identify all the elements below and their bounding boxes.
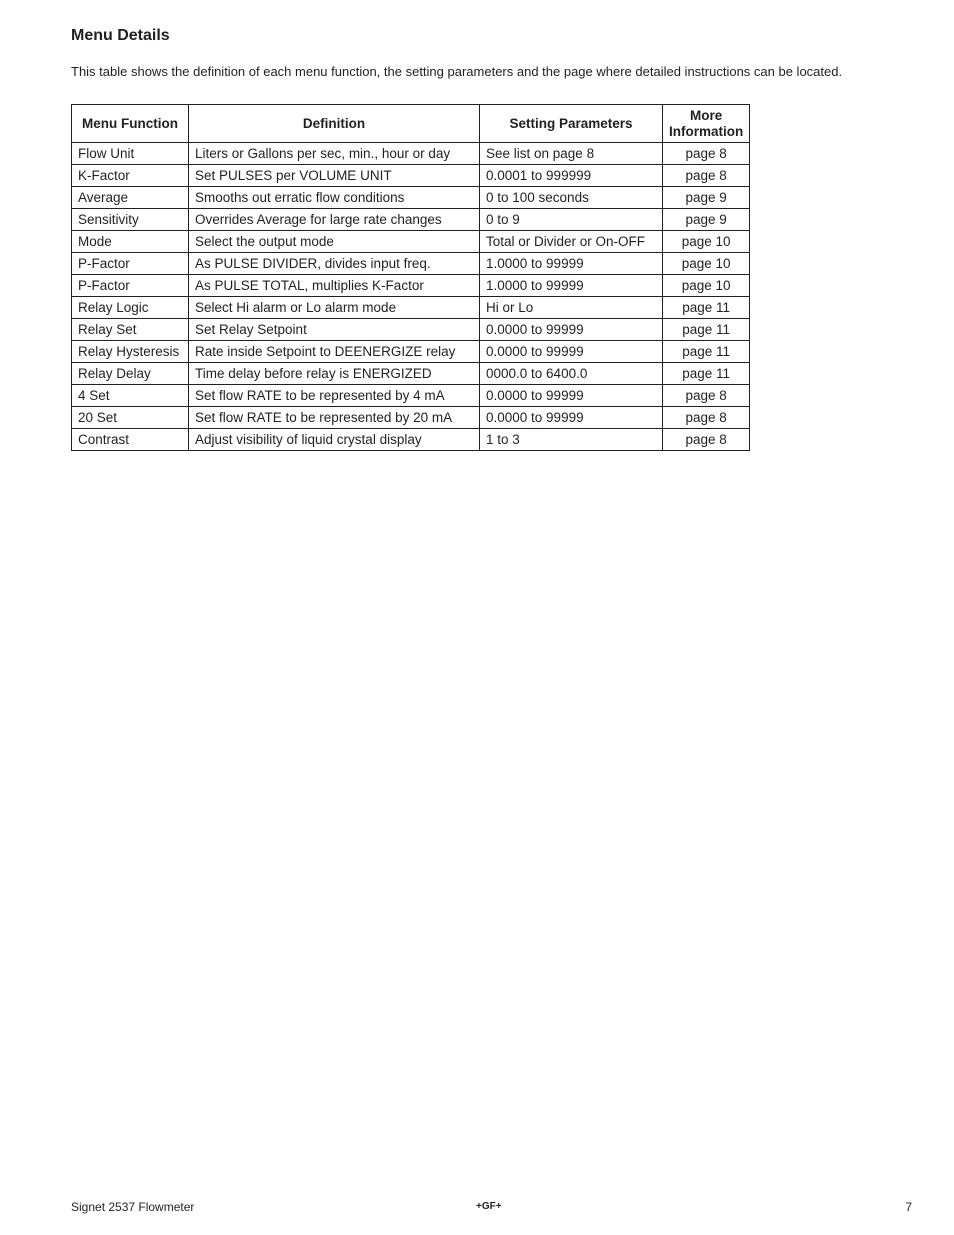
cell-setting-parameters: 0.0000 to 99999 xyxy=(480,385,663,407)
cell-more-information: page 8 xyxy=(663,429,750,451)
cell-more-information: page 10 xyxy=(663,275,750,297)
cell-more-information: page 11 xyxy=(663,363,750,385)
cell-more-information: page 8 xyxy=(663,165,750,187)
menu-details-table xyxy=(71,104,750,451)
cell-menu-function: Relay Hysteresis xyxy=(72,341,189,363)
cell-setting-parameters: 0.0001 to 999999 xyxy=(480,165,663,187)
cell-menu-function: P-Factor xyxy=(72,275,189,297)
cell-definition: Adjust visibility of liquid crystal display xyxy=(189,429,480,451)
cell-menu-function: Mode xyxy=(72,231,189,253)
cell-more-information: page 9 xyxy=(663,209,750,231)
cell-menu-function: 4 Set xyxy=(72,385,189,407)
cell-setting-parameters: 1.0000 to 99999 xyxy=(480,253,663,275)
table-row xyxy=(72,429,750,451)
header-more-information xyxy=(663,105,750,143)
cell-setting-parameters: 0 to 100 seconds xyxy=(480,187,663,209)
table-row xyxy=(72,363,750,385)
table-row xyxy=(72,187,750,209)
cell-menu-function: Relay Delay xyxy=(72,363,189,385)
cell-more-information: page 11 xyxy=(663,297,750,319)
table-row xyxy=(72,231,750,253)
cell-menu-function: Sensitivity xyxy=(72,209,189,231)
cell-more-information: page 10 xyxy=(663,253,750,275)
cell-menu-function: Contrast xyxy=(72,429,189,451)
cell-setting-parameters: See list on page 8 xyxy=(480,143,663,165)
cell-setting-parameters: Total or Divider or On-OFF xyxy=(480,231,663,253)
table-row xyxy=(72,407,750,429)
cell-definition: Set flow RATE to be represented by 20 mA xyxy=(189,407,480,429)
cell-setting-parameters: 1 to 3 xyxy=(480,429,663,451)
header-more-information-line2: Information xyxy=(669,123,744,139)
cell-menu-function: P-Factor xyxy=(72,253,189,275)
cell-definition: Set PULSES per VOLUME UNIT xyxy=(189,165,480,187)
header-setting-parameters: Setting Parameters xyxy=(480,105,663,143)
footer-product-name: Signet 2537 Flowmeter xyxy=(71,1200,195,1214)
cell-definition: As PULSE TOTAL, multiplies K-Factor xyxy=(189,275,480,297)
table-row xyxy=(72,385,750,407)
intro-paragraph: This table shows the definition of each menu function, the setting parameters and the page where detailed instructions can be located. xyxy=(71,64,843,79)
page-heading: Menu Details xyxy=(71,27,170,44)
cell-more-information: page 8 xyxy=(663,143,750,165)
cell-setting-parameters: 1.0000 to 99999 xyxy=(480,275,663,297)
table-row xyxy=(72,297,750,319)
cell-setting-parameters: 0 to 9 xyxy=(480,209,663,231)
table-body xyxy=(72,143,750,451)
cell-definition: Select the output mode xyxy=(189,231,480,253)
cell-more-information: page 11 xyxy=(663,319,750,341)
table-header-row xyxy=(72,105,750,143)
table-row xyxy=(72,341,750,363)
cell-menu-function: Flow Unit xyxy=(72,143,189,165)
cell-definition: Set Relay Setpoint xyxy=(189,319,480,341)
footer-page-number: 7 xyxy=(905,1200,912,1214)
header-definition: Definition xyxy=(189,105,480,143)
cell-definition: Select Hi alarm or Lo alarm mode xyxy=(189,297,480,319)
cell-definition: Smooths out erratic flow conditions xyxy=(189,187,480,209)
table-row xyxy=(72,275,750,297)
cell-setting-parameters: 0.0000 to 99999 xyxy=(480,319,663,341)
cell-definition: As PULSE DIVIDER, divides input freq. xyxy=(189,253,480,275)
cell-menu-function: Average xyxy=(72,187,189,209)
cell-menu-function: 20 Set xyxy=(72,407,189,429)
cell-setting-parameters: Hi or Lo xyxy=(480,297,663,319)
cell-more-information: page 9 xyxy=(663,187,750,209)
cell-menu-function: Relay Set xyxy=(72,319,189,341)
footer-logo: +GF+ xyxy=(476,1201,502,1212)
cell-definition: Time delay before relay is ENERGIZED xyxy=(189,363,480,385)
header-more-information-line1: More xyxy=(689,107,723,123)
cell-setting-parameters: 0.0000 to 99999 xyxy=(480,407,663,429)
cell-definition: Set flow RATE to be represented by 4 mA xyxy=(189,385,480,407)
cell-more-information: page 11 xyxy=(663,341,750,363)
cell-more-information: page 10 xyxy=(663,231,750,253)
cell-more-information: page 8 xyxy=(663,407,750,429)
table-row xyxy=(72,209,750,231)
cell-menu-function: K-Factor xyxy=(72,165,189,187)
table-row xyxy=(72,253,750,275)
cell-setting-parameters: 0000.0 to 6400.0 xyxy=(480,363,663,385)
cell-definition: Rate inside Setpoint to DEENERGIZE relay xyxy=(189,341,480,363)
cell-menu-function: Relay Logic xyxy=(72,297,189,319)
cell-definition: Liters or Gallons per sec, min., hour or day xyxy=(189,143,480,165)
table-row xyxy=(72,319,750,341)
cell-more-information: page 8 xyxy=(663,385,750,407)
cell-definition: Overrides Average for large rate changes xyxy=(189,209,480,231)
table-row xyxy=(72,165,750,187)
header-menu-function: Menu Function xyxy=(72,105,189,143)
table-row xyxy=(72,143,750,165)
cell-setting-parameters: 0.0000 to 99999 xyxy=(480,341,663,363)
